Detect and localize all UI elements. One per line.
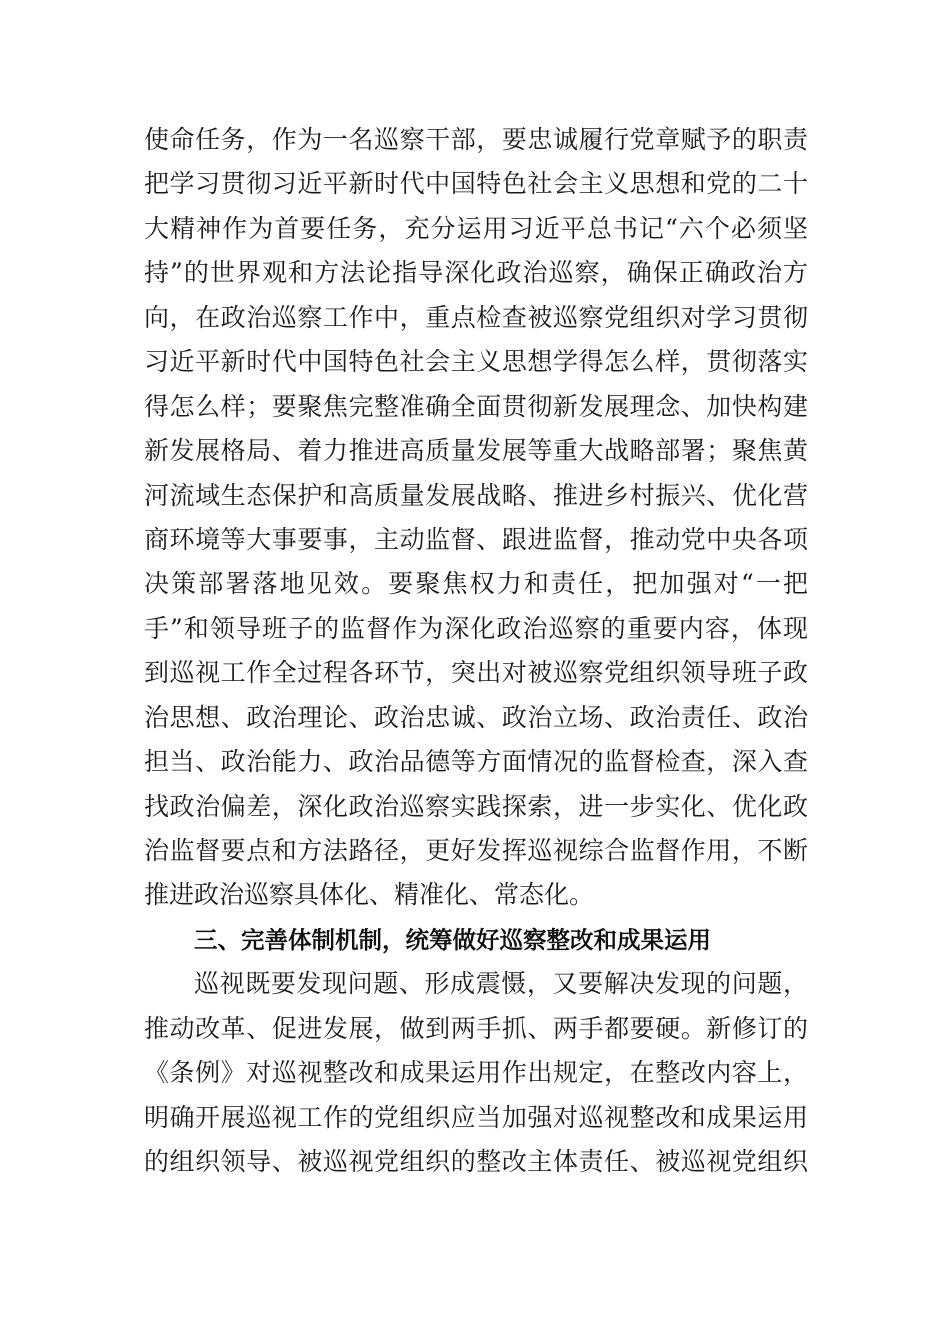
document-body — [144, 118, 808, 1185]
text-line: 把学习贯彻习近平新时代中国特色社会主义思想和党的二十 — [144, 169, 808, 199]
text-line: 持”的世界观和方法论指导深化政治巡察，确保正确政治方 — [144, 258, 808, 288]
text-line: 找政治偏差，深化政治巡察实践探索，进一步实化、优化政 — [144, 791, 808, 821]
text-line: 手”和领导班子的监督作为深化政治巡察的重要内容，体现 — [144, 613, 808, 643]
text-line: 治思想、政治理论、政治忠诚、政治立场、政治责任、政治 — [144, 702, 808, 732]
text-line: 向，在政治巡察工作中，重点检查被巡察党组织对学习贯彻 — [144, 302, 808, 332]
text-line: 的组织领导、被巡视党组织的整改主体责任、被巡视党组织 — [144, 1147, 808, 1177]
text-line: 商环境等大事要事，主动监督、跟进监督，推动党中央各项 — [144, 524, 808, 554]
text-line: 《条例》对巡视整改和成果运用作出规定，在整改内容上， — [144, 1058, 808, 1088]
text-line: 到巡视工作全过程各环节，突出对被巡察党组织领导班子政 — [144, 658, 808, 688]
paragraph-political-inspection — [144, 118, 808, 918]
text-line: 巡视既要发现问题、形成震慑，又要解决发现的问题， — [194, 969, 808, 999]
text-line: 治监督要点和方法路径，更好发挥巡视综合监督作用，不断 — [144, 836, 808, 865]
text-line: 河流域生态保护和高质量发展战略、推进乡村振兴、优化营 — [144, 480, 808, 510]
text-line: 明确开展巡视工作的党组织应当加强对巡视整改和成果运用 — [144, 1102, 808, 1132]
text-line: 新发展格局、着力推进高质量发展等重大战略部署；聚焦黄 — [144, 436, 808, 466]
text-line: 大精神作为首要任务，充分运用习近平总书记“六个必须坚 — [144, 213, 808, 243]
text-line: 担当、政治能力、政治品德等方面情况的监督检查，深入查 — [144, 747, 808, 777]
paragraph-rectification — [144, 962, 808, 1184]
text-line: 习近平新时代中国特色社会主义思想学得怎么样，贯彻落实 — [144, 347, 808, 377]
text-line: 推进政治巡察具体化、精准化、常态化。 — [144, 880, 595, 910]
text-line: 推动改革、促进发展，做到两手抓、两手都要硬。新修订的 — [144, 1013, 808, 1043]
section-heading: 三、完善体制机制，统筹做好巡察整改和成果运用 — [194, 925, 711, 954]
text-line: 决策部署落地见效。要聚焦权力和责任，把加强对“一把 — [144, 569, 808, 599]
text-line: 使命任务，作为一名巡察干部，要忠诚履行党章赋予的职责 — [144, 125, 808, 154]
text-line: 得怎么样；要聚焦完整准确全面贯彻新发展理念、加快构建 — [144, 391, 808, 421]
